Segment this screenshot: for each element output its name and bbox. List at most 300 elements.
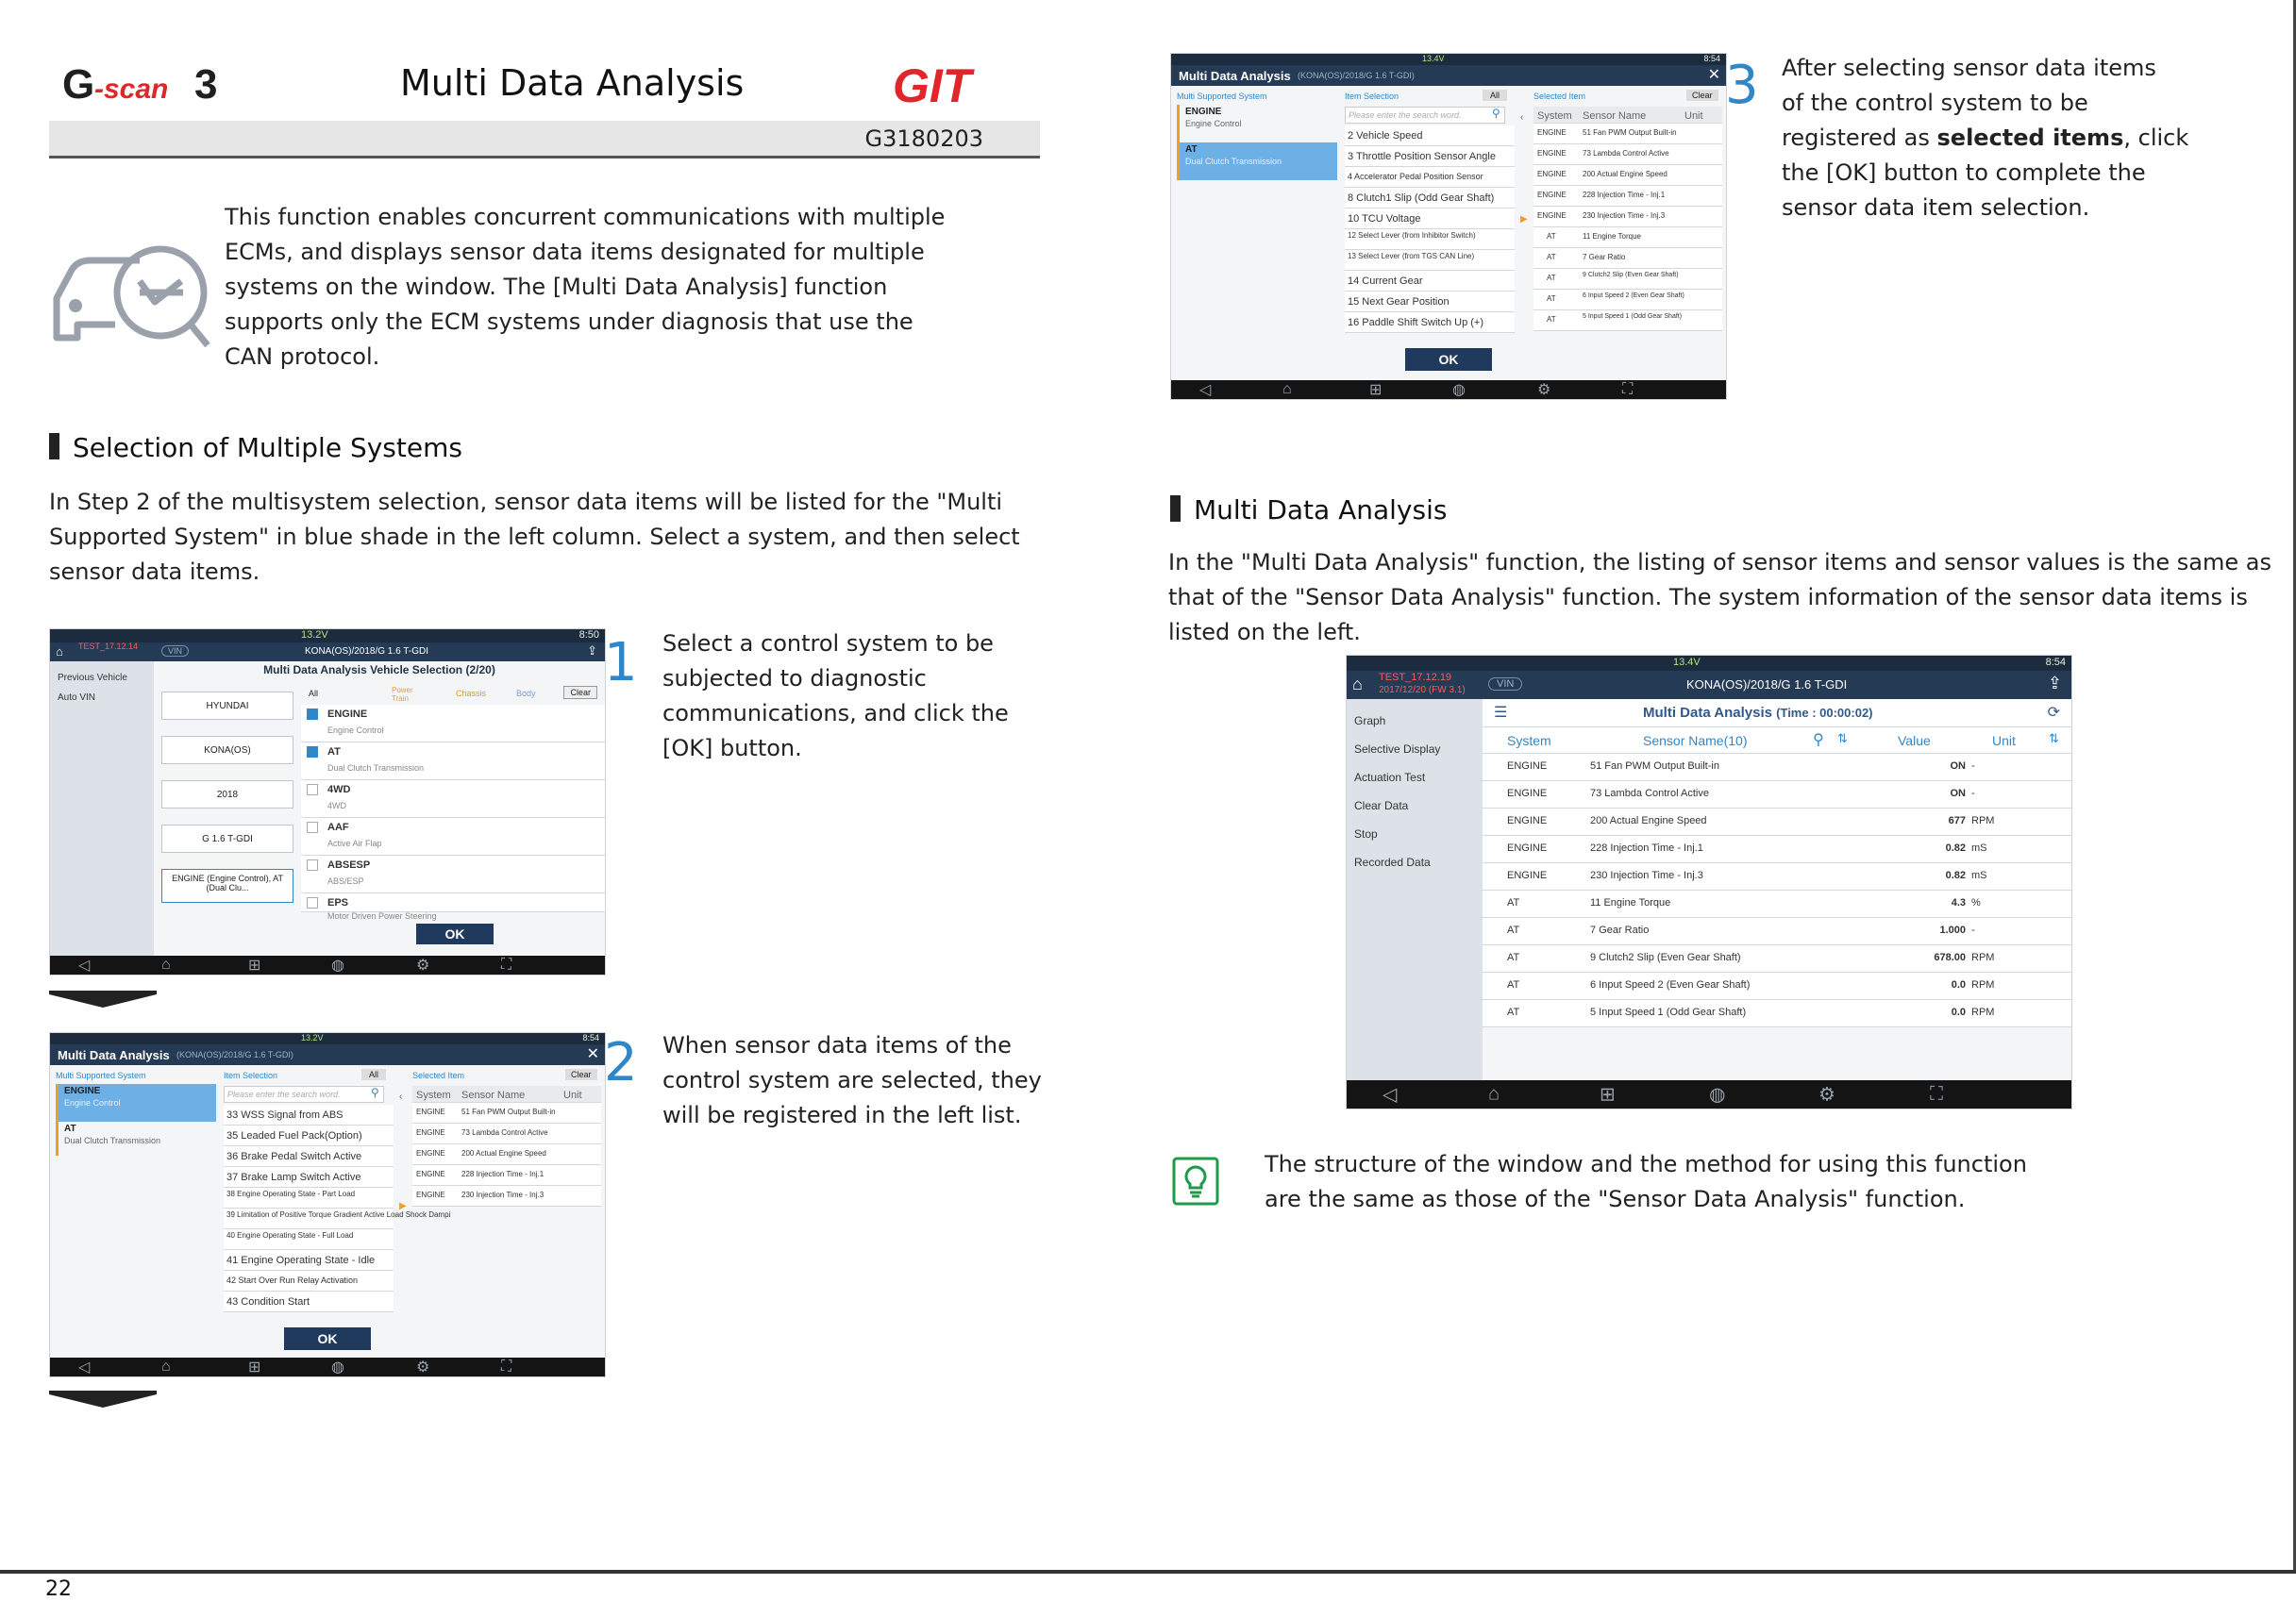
data-table xyxy=(1483,727,2071,1058)
step-line: subjected to diagnostic xyxy=(662,665,927,692)
col-head: Unit xyxy=(563,1090,582,1101)
page-number: 22 xyxy=(45,1577,72,1601)
recent-icon[interactable]: ⊞ xyxy=(1600,1084,1616,1106)
cell-value: 4.3 xyxy=(1951,897,1966,909)
voltage: 13.2V xyxy=(301,629,328,641)
system-name: AT xyxy=(64,1124,76,1134)
cell-system: AT xyxy=(1547,232,1556,241)
list-item[interactable]: 14 Current Gear xyxy=(1345,271,1515,292)
cell-name: 228 Injection Time - Inj.1 xyxy=(461,1170,545,1178)
list-item[interactable]: 12 Select Lever (from Inhibitor Switch) xyxy=(1345,229,1515,250)
vin-button[interactable]: VIN xyxy=(1488,677,1522,691)
cell-sensor: 51 Fan PWM Output Built-in xyxy=(1590,760,1719,772)
step-line: the [OK] button to complete the xyxy=(1782,159,2146,186)
cell-value: 677 xyxy=(1948,815,1966,826)
app-header xyxy=(1171,65,1726,86)
test-label: TEST_17.12.14 xyxy=(78,642,139,651)
list-item[interactable] xyxy=(301,742,605,780)
capture-icon[interactable]: ⛶ xyxy=(501,1359,512,1375)
system-desc: Dual Clutch Transmission xyxy=(1185,157,1282,166)
col-head-sensor: Sensor Name(10) xyxy=(1643,733,1748,748)
col-head: System xyxy=(416,1090,451,1101)
cell-system: AT xyxy=(1547,294,1556,303)
refresh-icon[interactable]: ⟳ xyxy=(2047,705,2060,721)
sidebar-item-stop[interactable]: Stop xyxy=(1354,827,1378,841)
home-icon[interactable]: ⌂ xyxy=(56,644,63,659)
section2-line: In the "Multi Data Analysis" function, the listing of sensor items and sensor values is the same as xyxy=(1168,549,2271,575)
cell-value: 0.0 xyxy=(1951,979,1966,991)
list-item[interactable]: 40 Engine Operating State - Full Load xyxy=(224,1229,394,1250)
recent-icon[interactable]: ⊞ xyxy=(248,1359,261,1376)
table-header xyxy=(412,1086,601,1103)
collapse-arrow[interactable]: ‹ xyxy=(399,1092,403,1102)
table-row[interactable] xyxy=(1533,207,1722,227)
sidebar-item-auto-vin[interactable]: Auto VIN xyxy=(58,692,96,703)
tip-line: The structure of the window and the method for using this function xyxy=(1265,1151,2027,1177)
selector-model[interactable]: KONA(OS) xyxy=(161,736,293,764)
system-desc: Dual Clutch Transmission xyxy=(327,763,425,773)
table-row[interactable] xyxy=(1533,165,1722,186)
sidebar-item-selective-display[interactable]: Selective Display xyxy=(1354,742,1441,756)
step-2-text xyxy=(662,1028,1042,1133)
list-item[interactable]: 3 Throttle Position Sensor Angle xyxy=(1345,146,1515,167)
capture-icon[interactable]: ⛶ xyxy=(1930,1083,1943,1105)
selector-maker[interactable]: HYUNDAI xyxy=(161,692,293,720)
clear-button[interactable]: Clear xyxy=(1686,90,1718,101)
section-heading-selection xyxy=(49,432,462,463)
heading-text: Multi Data Analysis xyxy=(1194,494,1448,525)
table-row[interactable] xyxy=(1533,186,1722,207)
table-row[interactable] xyxy=(412,1103,601,1124)
system-name: ABSESP xyxy=(327,859,371,871)
cell-system: AT xyxy=(1507,952,1520,963)
ok-button[interactable]: OK xyxy=(1405,348,1492,371)
cell-value: 0.82 xyxy=(1945,870,1966,881)
heading-bar xyxy=(49,433,59,459)
clock: 8:54 xyxy=(1703,54,1720,63)
cell-name: 230 Injection Time - Inj.3 xyxy=(1583,211,1666,220)
table-row[interactable] xyxy=(412,1124,601,1144)
voltage: 13.2V xyxy=(301,1033,324,1042)
system-item-at[interactable] xyxy=(56,1122,216,1156)
system-desc: Active Air Flap xyxy=(327,839,382,848)
section1-line: Supported System" in blue shade in the left column. Select a system, and then select xyxy=(49,524,1020,550)
selector-year[interactable]: 2018 xyxy=(161,780,293,809)
col-selected-head: Selected Item xyxy=(412,1071,465,1080)
list-item[interactable]: 33 WSS Signal from ABS xyxy=(224,1105,394,1126)
sidebar-item-recorded-data[interactable]: Recorded Data xyxy=(1354,856,1431,869)
table-row[interactable] xyxy=(1483,973,2071,1000)
table-row[interactable] xyxy=(1533,310,1722,331)
cell-sensor: 7 Gear Ratio xyxy=(1590,925,1650,936)
cell-system: ENGINE xyxy=(1507,815,1548,826)
cell-name: 200 Actual Engine Speed xyxy=(1583,170,1668,178)
cell-name: 51 Fan PWM Output Built-in xyxy=(1583,128,1677,137)
checkbox[interactable] xyxy=(307,897,318,909)
cell-unit: - xyxy=(1971,788,1975,799)
list-item[interactable] xyxy=(301,818,605,856)
cell-system: AT xyxy=(1507,979,1520,991)
selected-table xyxy=(412,1086,601,1218)
filter-all[interactable]: All xyxy=(309,689,319,698)
system-name: EPS xyxy=(327,897,349,909)
clock: 8:54 xyxy=(2045,657,2066,668)
cell-value: 0.82 xyxy=(1945,842,1966,854)
cell-system: ENGINE xyxy=(416,1149,445,1158)
list-item[interactable]: 8 Clutch1 Slip (Odd Gear Shaft) xyxy=(1345,188,1515,208)
cell-name: 6 Input Speed 2 (Even Gear Shaft) xyxy=(1583,292,1684,299)
table-row[interactable] xyxy=(1483,891,2071,918)
unit-sort-icon[interactable]: ⇅ xyxy=(2049,731,2059,745)
capture-icon[interactable]: ⛶ xyxy=(1622,381,1634,397)
cell-sensor: 200 Actual Engine Speed xyxy=(1590,815,1707,826)
sort-icon[interactable]: ⇅ xyxy=(1837,731,1848,745)
home-nav-icon[interactable]: ⌂ xyxy=(161,957,171,973)
selector-system[interactable]: ENGINE (Engine Control), AT (Dual Clu... xyxy=(161,869,293,903)
list-item[interactable]: 37 Brake Lamp Switch Active xyxy=(224,1167,394,1188)
list-item[interactable] xyxy=(301,705,605,742)
close-icon[interactable]: ✕ xyxy=(586,1046,599,1062)
cell-name: 230 Injection Time - Inj.3 xyxy=(461,1191,545,1199)
list-item[interactable]: 16 Paddle Shift Switch Up (+) xyxy=(1345,312,1515,333)
system-name: 4WD xyxy=(327,784,351,795)
step-number: 1 xyxy=(604,632,638,693)
back-icon[interactable]: ◁ xyxy=(1199,382,1212,398)
home-nav-icon[interactable]: ⌂ xyxy=(161,1359,171,1375)
checkbox-checked[interactable] xyxy=(307,746,318,758)
col-head: Unit xyxy=(1684,110,1703,122)
system-name: AT xyxy=(327,746,341,758)
checkbox-checked[interactable] xyxy=(307,709,318,720)
add-arrow-icon[interactable]: ▶ xyxy=(1520,214,1528,225)
home-icon[interactable]: ⌂ xyxy=(1352,675,1363,693)
search-icon[interactable]: ⚲ xyxy=(371,1086,379,1099)
cell-system: ENGINE xyxy=(1507,788,1548,799)
step-text: , click xyxy=(2123,125,2189,151)
system-desc: ABS/ESP xyxy=(327,876,364,886)
cell-system: AT xyxy=(1507,1007,1520,1018)
down-arrow-head xyxy=(49,994,157,1008)
section1-line: In Step 2 of the multisystem selection, sensor data items will be listed for the "Multi xyxy=(49,489,1003,515)
system-name: ENGINE xyxy=(327,709,368,720)
cell-name: 9 Clutch2 Slip (Even Gear Shaft) xyxy=(1583,272,1679,278)
dialog-vehicle: (KONA(OS)/2018/G 1.6 T-GDI) xyxy=(1298,71,1415,80)
selected-items-term: selected items xyxy=(1936,125,2124,151)
col-head: Sensor Name xyxy=(1583,110,1647,122)
system-item-at[interactable] xyxy=(1177,142,1337,180)
system-item-engine[interactable] xyxy=(56,1084,216,1122)
list-item[interactable]: 38 Engine Operating State - Part Load xyxy=(224,1188,394,1209)
selector-engine[interactable]: G 1.6 T-GDI xyxy=(161,825,293,853)
item-list xyxy=(224,1105,451,1312)
cell-system: ENGINE xyxy=(416,1108,445,1116)
status-bar xyxy=(50,1033,605,1044)
cell-system: ENGINE xyxy=(1507,842,1548,854)
col-system-head: Multi Supported System xyxy=(56,1071,146,1080)
back-icon[interactable]: ◁ xyxy=(78,958,91,974)
checkbox[interactable] xyxy=(307,784,318,795)
list-item[interactable]: 41 Engine Operating State - Idle xyxy=(224,1250,394,1271)
cell-unit: RPM xyxy=(1971,952,1995,963)
col-selected-head: Selected Item xyxy=(1533,92,1586,101)
clear-button[interactable]: Clear xyxy=(565,1069,597,1080)
cell-unit: RPM xyxy=(1971,815,1995,826)
settings-icon[interactable]: ⚙ xyxy=(1537,382,1551,398)
checkbox[interactable] xyxy=(307,822,318,833)
voltage: 13.4V xyxy=(1422,54,1445,63)
cell-system: ENGINE xyxy=(416,1170,445,1178)
step-line: After selecting sensor data items xyxy=(1782,55,2156,81)
col-item-head: Item Selection xyxy=(224,1071,278,1080)
all-button[interactable]: All xyxy=(1483,90,1507,101)
step-line xyxy=(1782,121,2188,156)
table-row[interactable] xyxy=(1483,781,2071,809)
col-system-head: Multi Supported System xyxy=(1177,92,1267,101)
cell-sensor: 11 Engine Torque xyxy=(1590,897,1671,909)
list-item[interactable]: 13 Select Lever (from TGS CAN Line) xyxy=(1345,250,1515,271)
cell-name: 200 Actual Engine Speed xyxy=(461,1149,546,1158)
cell-system: ENGINE xyxy=(1507,870,1548,881)
system-desc: 4WD xyxy=(327,801,346,810)
toolbar xyxy=(1483,699,2071,727)
tip-icon xyxy=(1172,1157,1219,1206)
filter-chassis[interactable]: Chassis xyxy=(456,689,487,698)
page-title: Multi Data Analysis xyxy=(400,62,745,104)
test-label: TEST_17.12.19 xyxy=(1379,672,1452,683)
list-item[interactable] xyxy=(301,856,605,893)
screenshot-multi-data-analysis xyxy=(1346,655,2072,1109)
sidebar xyxy=(1347,699,1483,1080)
table-row[interactable] xyxy=(412,1186,601,1207)
recent-icon[interactable]: ⊞ xyxy=(248,958,261,974)
list-item[interactable]: 4 Accelerator Pedal Position Sensor xyxy=(1345,167,1515,188)
cell-sensor: 230 Injection Time - Inj.3 xyxy=(1590,870,1703,881)
table-row[interactable] xyxy=(412,1165,601,1186)
intro-line: CAN protocol. xyxy=(225,343,380,370)
vin-button[interactable]: VIN xyxy=(161,645,189,657)
clear-button[interactable]: Clear xyxy=(563,686,597,699)
table-row[interactable] xyxy=(1533,290,1722,310)
col-head: Sensor Name xyxy=(461,1090,526,1101)
search-icon[interactable]: ⚲ xyxy=(1492,107,1500,120)
app-header xyxy=(1347,671,2071,699)
list-item[interactable]: 39 Limitation of Positive Torque Gradient Active Load Shock Dampi xyxy=(224,1209,394,1229)
status-bar xyxy=(50,629,605,642)
globe-icon[interactable]: ◍ xyxy=(1452,382,1466,398)
table-header xyxy=(1533,107,1722,124)
document-code: G3180203 xyxy=(864,125,983,152)
multi-data-icon xyxy=(49,226,209,349)
timer: (Time : 00:00:02) xyxy=(1776,706,1873,720)
list-item[interactable] xyxy=(301,780,605,818)
step-line: [OK] button. xyxy=(662,735,802,761)
cell-value: ON xyxy=(1950,760,1966,772)
table-row[interactable] xyxy=(1533,227,1722,248)
list-item[interactable]: 35 Leaded Fuel Pack(Option) xyxy=(224,1126,394,1146)
col-head-unit: Unit xyxy=(1992,733,2016,748)
collapse-arrow[interactable]: ‹ xyxy=(1520,112,1524,123)
table-row[interactable] xyxy=(1533,144,1722,165)
cell-sensor: 228 Injection Time - Inj.1 xyxy=(1590,842,1703,854)
back-icon[interactable]: ◁ xyxy=(1383,1084,1398,1106)
system-desc: Engine Control xyxy=(1185,119,1242,128)
cell-name: 51 Fan PWM Output Built-in xyxy=(461,1108,556,1116)
col-head-value: Value xyxy=(1898,733,1931,748)
all-button[interactable]: All xyxy=(361,1069,386,1080)
heading-text: Selection of Multiple Systems xyxy=(73,432,462,463)
filter-settings-icon[interactable]: ☰ xyxy=(1494,705,1508,721)
list-item[interactable]: 36 Brake Pedal Switch Active xyxy=(224,1146,394,1167)
list-item[interactable]: 10 TCU Voltage xyxy=(1345,208,1515,229)
capture-icon[interactable]: ⛶ xyxy=(501,957,512,973)
cell-system: ENGINE xyxy=(1537,128,1567,137)
search-input[interactable]: Please enter the search word. xyxy=(224,1086,384,1103)
sidebar-item-actuation-test[interactable]: Actuation Test xyxy=(1354,771,1426,784)
cell-name: 73 Lambda Control Active xyxy=(1583,149,1669,158)
clock: 8:54 xyxy=(582,1033,599,1042)
dialog-vehicle: (KONA(OS)/2018/G 1.6 T-GDI) xyxy=(176,1050,293,1059)
globe-icon[interactable]: ◍ xyxy=(331,1359,344,1376)
list-item[interactable]: 15 Next Gear Position xyxy=(1345,292,1515,312)
search-icon[interactable]: ⚲ xyxy=(1813,732,1824,748)
nav-bar xyxy=(1171,380,1726,399)
table-row[interactable] xyxy=(1483,836,2071,863)
list-item[interactable]: 43 Condition Start xyxy=(224,1292,394,1312)
cell-name: 5 Input Speed 1 (Odd Gear Shaft) xyxy=(1583,313,1683,320)
ok-button[interactable]: OK xyxy=(284,1327,371,1350)
table-row[interactable] xyxy=(1483,1000,2071,1027)
table-header xyxy=(1483,727,2071,754)
sidebar-item-previous-vehicle[interactable]: Previous Vehicle xyxy=(58,673,127,683)
item-list xyxy=(1345,125,1515,333)
intro-line: This function enables concurrent communications with multiple xyxy=(225,204,946,230)
section1-text xyxy=(49,485,1020,590)
nav-bar xyxy=(50,1358,605,1376)
home-nav-icon[interactable]: ⌂ xyxy=(1282,381,1292,397)
app-header xyxy=(50,642,605,661)
globe-icon[interactable]: ◍ xyxy=(1709,1084,1726,1106)
share-icon[interactable]: ⇪ xyxy=(587,643,597,658)
settings-icon[interactable]: ⚙ xyxy=(416,958,430,974)
nav-bar xyxy=(1347,1080,2071,1109)
system-name: AAF xyxy=(327,822,349,833)
screenshot-item-selection xyxy=(49,1032,606,1377)
cell-name: 228 Injection Time - Inj.1 xyxy=(1583,191,1666,199)
col-item-head: Item Selection xyxy=(1345,92,1399,101)
screen-title xyxy=(1643,705,1873,721)
sidebar-item-graph[interactable]: Graph xyxy=(1354,714,1386,727)
cell-system: ENGINE xyxy=(416,1128,445,1137)
system-item-engine[interactable] xyxy=(1177,105,1337,142)
system-desc: Dual Clutch Transmission xyxy=(64,1136,161,1145)
step-line: of the control system to be xyxy=(1782,90,2088,116)
section1-line: sensor data items. xyxy=(49,559,260,585)
list-item[interactable]: 2 Vehicle Speed xyxy=(1345,125,1515,146)
table-row[interactable] xyxy=(1483,809,2071,836)
title-text: Multi Data Analysis xyxy=(1643,705,1772,721)
screenshot-vehicle-selection xyxy=(49,628,606,976)
sidebar xyxy=(50,661,154,956)
search-input[interactable]: Please enter the search word. xyxy=(1345,107,1505,124)
cell-system: AT xyxy=(1507,897,1520,909)
filter-row xyxy=(307,686,605,703)
system-name: ENGINE xyxy=(1185,107,1222,117)
filter-power-train[interactable]: Power Train xyxy=(392,686,413,703)
status-bar xyxy=(1347,656,2071,671)
sidebar-item-clear-data[interactable]: Clear Data xyxy=(1354,799,1409,812)
cell-value: 0.0 xyxy=(1951,1007,1966,1018)
cell-value: ON xyxy=(1950,788,1966,799)
clock: 8:50 xyxy=(578,629,599,641)
back-icon[interactable]: ◁ xyxy=(78,1359,91,1376)
voltage: 13.4V xyxy=(1673,657,1701,668)
cell-unit: - xyxy=(1971,760,1975,772)
cell-unit: RPM xyxy=(1971,1007,1995,1018)
cell-system: ENGINE xyxy=(1537,170,1567,178)
intro-text xyxy=(225,200,945,375)
system-name: AT xyxy=(1185,144,1198,155)
cell-system: ENGINE xyxy=(416,1191,445,1199)
step-line: communications, and click the xyxy=(662,700,1009,726)
cell-unit: RPM xyxy=(1971,979,1995,991)
cell-system: ENGINE xyxy=(1537,211,1567,220)
step-text: registered as xyxy=(1782,125,1937,151)
settings-icon[interactable]: ⚙ xyxy=(1818,1084,1835,1106)
table-row[interactable] xyxy=(412,1144,601,1165)
cell-system: AT xyxy=(1547,315,1556,324)
tip-text xyxy=(1265,1147,2027,1217)
table-row[interactable] xyxy=(1483,945,2071,973)
add-arrow-icon[interactable]: ▶ xyxy=(399,1201,407,1211)
cell-value: 1.000 xyxy=(1939,925,1966,936)
cell-sensor: 6 Input Speed 2 (Even Gear Shaft) xyxy=(1590,979,1751,991)
cell-name: 7 Gear Ratio xyxy=(1583,253,1626,261)
section2-line: that of the "Sensor Data Analysis" function. The system information of the sensor data items is xyxy=(1168,584,2248,610)
cell-name: 11 Engine Torque xyxy=(1583,232,1641,241)
list-item[interactable]: 42 Start Over Run Relay Activation xyxy=(224,1271,394,1292)
recent-icon[interactable]: ⊞ xyxy=(1369,382,1383,398)
cell-system: AT xyxy=(1507,925,1520,936)
step-1-text xyxy=(662,626,1009,766)
table-row[interactable] xyxy=(1533,269,1722,290)
brand-logo xyxy=(62,58,232,108)
share-icon[interactable]: ⇪ xyxy=(2047,674,2062,692)
col-head: System xyxy=(1537,110,1572,122)
table-row[interactable] xyxy=(1483,918,2071,945)
list-item[interactable] xyxy=(301,893,605,912)
globe-icon[interactable]: ◍ xyxy=(331,958,344,974)
settings-icon[interactable]: ⚙ xyxy=(416,1359,430,1376)
svg-text:3: 3 xyxy=(194,61,218,108)
checkbox[interactable] xyxy=(307,859,318,871)
app-header xyxy=(50,1044,605,1065)
table-row[interactable] xyxy=(1483,863,2071,891)
table-row[interactable] xyxy=(1533,248,1722,269)
table-row[interactable] xyxy=(1533,124,1722,144)
step-line: Select a control system to be xyxy=(662,630,994,657)
cell-unit: - xyxy=(1971,925,1975,936)
step-3-text xyxy=(1782,51,2188,225)
home-nav-icon[interactable]: ⌂ xyxy=(1488,1083,1500,1105)
system-desc: Engine Control xyxy=(327,725,384,735)
filter-body[interactable]: Body xyxy=(516,689,536,698)
system-desc: Engine Control xyxy=(64,1098,121,1108)
table-row[interactable] xyxy=(1483,754,2071,781)
vehicle-label: KONA(OS)/2018/G 1.6 T-GDI xyxy=(1686,677,1848,692)
close-icon[interactable]: ✕ xyxy=(1707,67,1720,83)
section2-line: listed on the left. xyxy=(1168,619,1361,645)
ok-button[interactable]: OK xyxy=(416,924,494,944)
